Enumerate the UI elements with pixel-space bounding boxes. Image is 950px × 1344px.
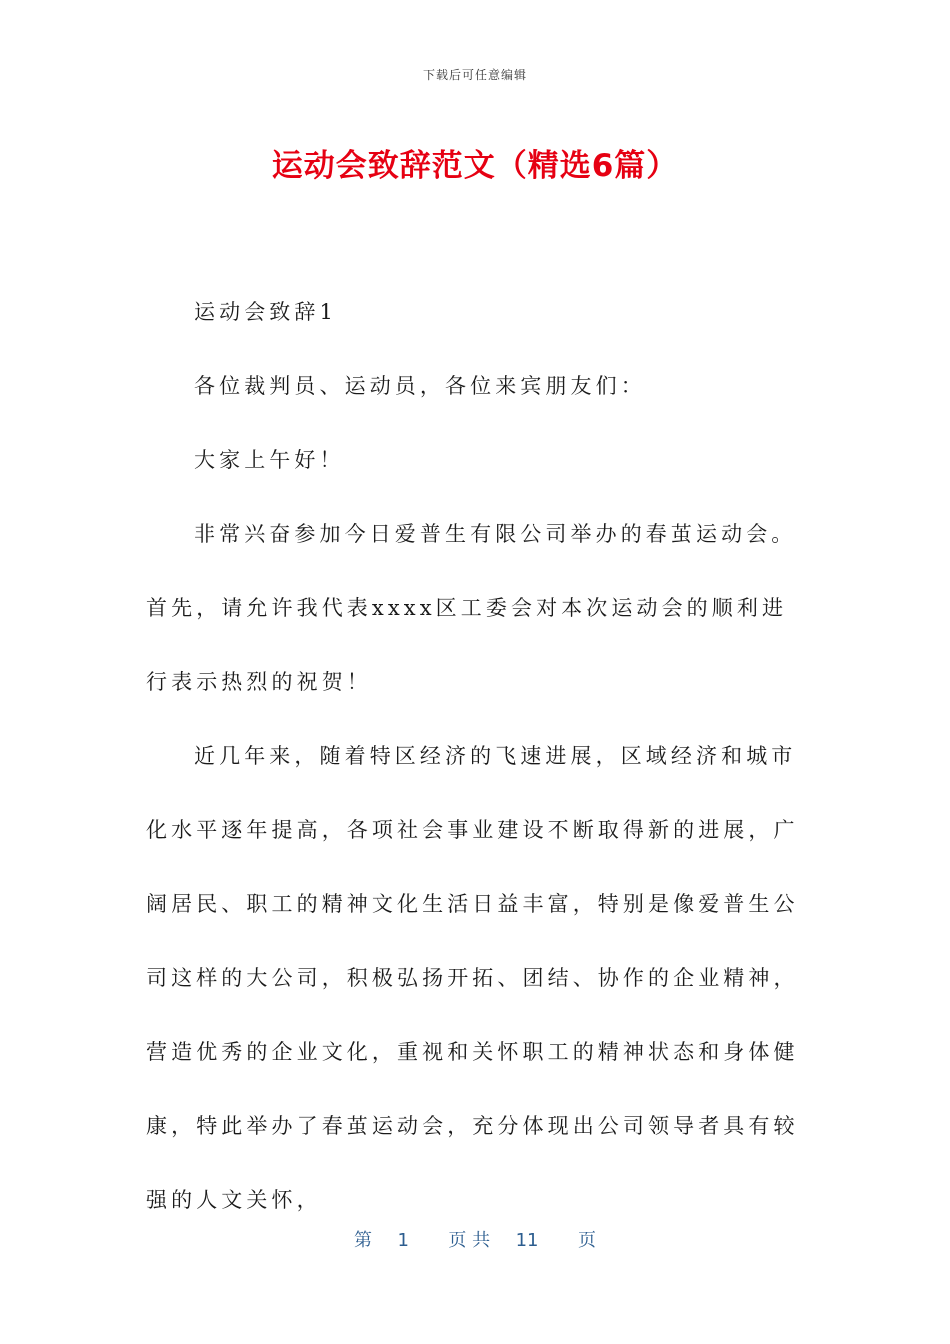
footer-prefix: 第 bbox=[354, 1230, 373, 1251]
footer-current-page: 1 bbox=[397, 1230, 409, 1251]
paragraph: 非常兴奋参加今日爱普生有限公司举办的春茧运动会。首先，请允许我代表xxxx区工委会对本次运动会的顺利进行表示热烈的祝贺！ bbox=[146, 522, 797, 694]
paragraph: 运动会致辞1 bbox=[194, 300, 337, 324]
paragraph: 大家上午好！ bbox=[194, 448, 345, 472]
footer-suffix: 页 bbox=[577, 1230, 596, 1251]
header-note: 下载后可任意编辑 bbox=[422, 68, 527, 82]
document-body bbox=[146, 275, 806, 1237]
paragraph: 各位裁判员、运动员，各位来宾朋友们： bbox=[194, 374, 646, 398]
page-footer bbox=[0, 1226, 950, 1252]
footer-total-pages: 11 bbox=[515, 1230, 539, 1251]
document-title: 运动会致辞范文（精选6篇） bbox=[271, 148, 679, 184]
footer-middle: 页 共 bbox=[448, 1230, 491, 1251]
paragraph: 近几年来，随着特区经济的飞速进展，区域经济和城市化水平逐年提高，各项社会事业建设不断取得新的进展，广阔居民、职工的精神文化生活日益丰富，特别是像爱普生公司这样的大公司，积极弘扬开拓、团结、协作的企业精神，营造优秀的企业文化，重视和关怀职工的精神状态和身体健康，特此举办了春茧运动会，充分体现出公司领导者具有较强的人文关怀， bbox=[146, 744, 799, 1212]
